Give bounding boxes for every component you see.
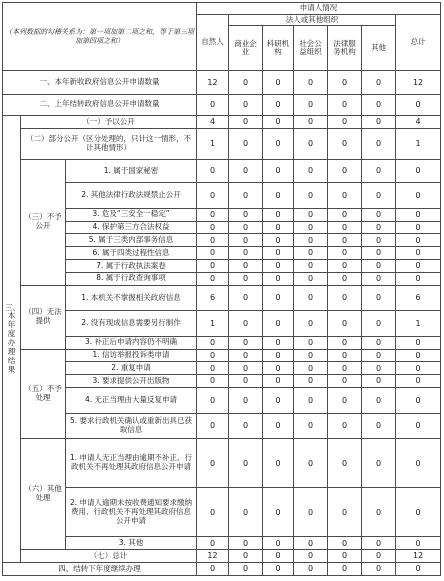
natural-person-header: 自然人 (197, 14, 229, 71)
value-cell: 0 (229, 234, 263, 247)
value-cell: 0 (294, 234, 328, 247)
value-cell: 0 (197, 349, 229, 362)
value-cell: 0 (396, 208, 441, 221)
value-cell: 0 (229, 413, 263, 439)
value-cell: 0 (362, 336, 396, 349)
table-row (3, 221, 441, 234)
legal-service-header: 法律服务机构 (328, 26, 362, 71)
row-label: 2. 申请人逾期未按收费通知要求缴纳费用、行政机关不再处理其政府信息公开申请 (66, 488, 197, 537)
value-cell: 0 (229, 311, 263, 337)
value-cell: 0 (328, 208, 362, 221)
value-cell: 0 (197, 388, 229, 414)
value-cell: 0 (294, 116, 328, 129)
value-cell: 0 (263, 311, 294, 337)
total-header: 总计 (396, 14, 441, 71)
value-cell: 0 (263, 537, 294, 550)
row-label: 6. 属于四类过程性信息 (66, 247, 197, 260)
value-cell: 0 (197, 208, 229, 221)
value-cell: 0 (362, 272, 396, 285)
table-row (3, 488, 441, 537)
table-row (3, 159, 441, 182)
value-cell: 0 (197, 221, 229, 234)
value-cell: 4 (396, 116, 441, 129)
value-cell: 0 (328, 488, 362, 537)
table-row (3, 234, 441, 247)
value-cell: 0 (396, 159, 441, 182)
value-cell: 0 (197, 537, 229, 550)
value-cell: 0 (197, 272, 229, 285)
value-cell: 0 (328, 537, 362, 550)
value-cell: 0 (362, 94, 396, 115)
value-cell: 0 (362, 488, 396, 537)
value-cell: 0 (294, 550, 328, 563)
table-row (3, 550, 441, 563)
value-cell: 0 (229, 128, 263, 159)
value-cell: 0 (294, 413, 328, 439)
value-cell: 0 (263, 285, 294, 311)
value-cell: 0 (197, 562, 229, 575)
value-cell: 0 (362, 439, 396, 488)
value-cell: 0 (328, 375, 362, 388)
value-cell: 0 (328, 94, 362, 115)
row-label: 7. 属于行政执法案卷 (66, 260, 197, 273)
table-row (3, 375, 441, 388)
value-cell: 0 (362, 413, 396, 439)
value-cell: 0 (362, 550, 396, 563)
value-cell: 0 (328, 562, 362, 575)
applicant-situation-header: 申请人情况 (197, 3, 441, 15)
value-cell: 0 (294, 311, 328, 337)
row-label: 5. 属于三类内部事务信息 (66, 234, 197, 247)
value-cell: 0 (294, 562, 328, 575)
value-cell: 0 (328, 336, 362, 349)
value-cell: 0 (396, 362, 441, 375)
value-cell: 1 (396, 128, 441, 159)
value-cell: 1 (197, 311, 229, 337)
value-cell: 0 (294, 285, 328, 311)
value-cell: 0 (362, 128, 396, 159)
group-label: （四）无法提供 (21, 285, 66, 349)
value-cell: 0 (294, 272, 328, 285)
group-label: （三）不予公开 (21, 159, 66, 285)
value-cell: 0 (396, 260, 441, 273)
table-row (3, 388, 441, 414)
table-note: （本列数据的勾稽关系为：第一项加第二项之和，等于第三项加第四项之和） (3, 3, 197, 71)
row-label: 1. 本机关不掌握相关政府信息 (66, 285, 197, 311)
government-info-disclosure-table (2, 2, 441, 576)
value-cell: 0 (229, 488, 263, 537)
row-label: 二、上年结转政府信息公开申请数量 (3, 94, 197, 115)
value-cell: 0 (362, 285, 396, 311)
row-label: 1. 信访举报投诉类申请 (66, 349, 197, 362)
value-cell: 0 (294, 260, 328, 273)
value-cell: 0 (362, 375, 396, 388)
table-row (3, 311, 441, 337)
value-cell: 0 (294, 159, 328, 182)
value-cell: 0 (362, 362, 396, 375)
row-label: 5. 要求行政机关确认或重新出具已获取信息 (66, 413, 197, 439)
value-cell: 0 (229, 537, 263, 550)
value-cell: 4 (197, 116, 229, 129)
row-label: 一、本年新收政府信息公开申请数量 (3, 71, 197, 94)
value-cell: 0 (197, 375, 229, 388)
value-cell: 0 (396, 349, 441, 362)
value-cell: 0 (362, 221, 396, 234)
research-header: 科研机构 (263, 26, 294, 71)
value-cell: 0 (263, 362, 294, 375)
table-row (3, 362, 441, 375)
row-label: 3. 其他 (66, 537, 197, 550)
value-cell: 0 (328, 247, 362, 260)
section-three-label: 三、本年度办理结果 (3, 116, 21, 563)
value-cell: 0 (263, 413, 294, 439)
value-cell: 0 (362, 537, 396, 550)
value-cell: 0 (396, 336, 441, 349)
value-cell: 0 (362, 562, 396, 575)
value-cell: 12 (396, 71, 441, 94)
value-cell: 0 (294, 439, 328, 488)
value-cell: 0 (362, 208, 396, 221)
row-label: 2. 没有现成信息需要另行制作 (66, 311, 197, 337)
value-cell: 0 (396, 388, 441, 414)
value-cell: 0 (362, 260, 396, 273)
value-cell: 0 (294, 336, 328, 349)
value-cell: 0 (263, 550, 294, 563)
value-cell: 0 (197, 260, 229, 273)
value-cell: 0 (229, 183, 263, 209)
value-cell: 0 (328, 550, 362, 563)
value-cell: 0 (396, 375, 441, 388)
value-cell: 0 (229, 550, 263, 563)
value-cell: 0 (197, 183, 229, 209)
table-row (3, 349, 441, 362)
value-cell: 1 (396, 311, 441, 337)
value-cell: 0 (197, 94, 229, 115)
value-cell: 0 (263, 94, 294, 115)
table-row (3, 71, 441, 94)
value-cell: 0 (294, 94, 328, 115)
value-cell: 0 (294, 71, 328, 94)
value-cell: 0 (396, 272, 441, 285)
value-cell: 0 (328, 116, 362, 129)
value-cell: 0 (362, 159, 396, 182)
value-cell: 0 (229, 221, 263, 234)
value-cell: 0 (328, 221, 362, 234)
row-label: 1. 申请人无正当理由逾期不补正、行政机关不再处理其政府信息公开申请 (66, 439, 197, 488)
value-cell: 0 (263, 116, 294, 129)
value-cell: 0 (294, 208, 328, 221)
value-cell: 0 (328, 388, 362, 414)
value-cell: 0 (263, 375, 294, 388)
value-cell: 0 (328, 362, 362, 375)
value-cell: 0 (294, 362, 328, 375)
value-cell: 0 (197, 413, 229, 439)
value-cell: 0 (229, 272, 263, 285)
value-cell: 0 (263, 208, 294, 221)
other-header: 其他 (362, 26, 396, 71)
value-cell: 0 (197, 362, 229, 375)
value-cell: 0 (362, 234, 396, 247)
value-cell: 6 (396, 285, 441, 311)
value-cell: 12 (396, 550, 441, 563)
value-cell: 0 (229, 247, 263, 260)
value-cell: 0 (229, 94, 263, 115)
value-cell: 0 (294, 349, 328, 362)
value-cell: 0 (229, 260, 263, 273)
row-label: 2. 重复申请 (66, 362, 197, 375)
value-cell: 0 (328, 413, 362, 439)
value-cell: 0 (263, 439, 294, 488)
value-cell: 0 (396, 234, 441, 247)
table-row (3, 439, 441, 488)
value-cell: 0 (263, 128, 294, 159)
value-cell: 0 (263, 247, 294, 260)
value-cell: 0 (263, 488, 294, 537)
value-cell: 0 (197, 439, 229, 488)
value-cell: 0 (328, 439, 362, 488)
value-cell: 0 (362, 71, 396, 94)
value-cell: 0 (294, 488, 328, 537)
value-cell: 0 (396, 488, 441, 537)
table-row (3, 183, 441, 209)
row-label: 3. 要求提供公开出版物 (66, 375, 197, 388)
table-row (3, 260, 441, 273)
value-cell: 0 (263, 260, 294, 273)
value-cell: 0 (396, 413, 441, 439)
value-cell: 0 (229, 116, 263, 129)
value-cell: 0 (294, 128, 328, 159)
group-label: （六）其他处理 (21, 439, 66, 550)
value-cell: 0 (328, 234, 362, 247)
value-cell: 0 (229, 336, 263, 349)
row-label: （二）部分公开（区分处理的，只计这一情形，不计其他情形） (21, 128, 197, 159)
value-cell: 0 (328, 183, 362, 209)
row-label: 1. 属于国家秘密 (66, 159, 197, 182)
value-cell: 12 (197, 71, 229, 94)
value-cell: 0 (362, 388, 396, 414)
value-cell: 0 (229, 159, 263, 182)
value-cell: 0 (263, 562, 294, 575)
value-cell: 0 (229, 349, 263, 362)
table-row (3, 247, 441, 260)
table-row (3, 537, 441, 550)
table-row (3, 285, 441, 311)
value-cell: 0 (294, 221, 328, 234)
value-cell: 12 (197, 550, 229, 563)
value-cell: 0 (229, 375, 263, 388)
value-cell: 0 (294, 375, 328, 388)
value-cell: 0 (362, 311, 396, 337)
table-row (3, 116, 441, 129)
value-cell: 0 (396, 537, 441, 550)
row-label: 4. 无正当理由大量反复申请 (66, 388, 197, 414)
value-cell: 0 (294, 183, 328, 209)
value-cell: 0 (294, 388, 328, 414)
value-cell: 0 (396, 562, 441, 575)
value-cell: 0 (396, 439, 441, 488)
value-cell: 0 (328, 272, 362, 285)
value-cell: 0 (362, 116, 396, 129)
table-row (3, 208, 441, 221)
value-cell: 0 (328, 349, 362, 362)
value-cell: 0 (328, 159, 362, 182)
row-label: 8. 属于行政查询事项 (66, 272, 197, 285)
row-label: （一）予以公开 (21, 116, 197, 129)
table-row (3, 562, 441, 575)
value-cell: 0 (328, 260, 362, 273)
value-cell: 6 (197, 285, 229, 311)
value-cell: 0 (229, 388, 263, 414)
table-row (3, 413, 441, 439)
value-cell: 0 (362, 183, 396, 209)
value-cell: 0 (263, 272, 294, 285)
row-label: 4. 保护第三方合法权益 (66, 221, 197, 234)
commercial-header: 商业企业 (229, 26, 263, 71)
value-cell: 0 (263, 336, 294, 349)
value-cell: 0 (396, 94, 441, 115)
table-row (3, 272, 441, 285)
value-cell: 0 (229, 562, 263, 575)
value-cell: 0 (197, 488, 229, 537)
value-cell: 0 (263, 234, 294, 247)
value-cell: 0 (328, 311, 362, 337)
value-cell: 0 (396, 247, 441, 260)
value-cell: 0 (229, 208, 263, 221)
value-cell: 0 (263, 388, 294, 414)
group-label: （五）不予处理 (21, 349, 66, 439)
value-cell: 0 (263, 221, 294, 234)
value-cell: 1 (197, 128, 229, 159)
value-cell: 0 (263, 349, 294, 362)
row-label: 四、结转下年度继续办理 (3, 562, 197, 575)
value-cell: 0 (229, 285, 263, 311)
social-header: 社会公益组织 (294, 26, 328, 71)
value-cell: 0 (396, 221, 441, 234)
row-label: 3. 补正后申请内容仍不明确 (66, 336, 197, 349)
value-cell: 0 (197, 247, 229, 260)
value-cell: 0 (229, 71, 263, 94)
value-cell: 0 (263, 159, 294, 182)
value-cell: 0 (328, 128, 362, 159)
value-cell: 0 (197, 234, 229, 247)
row-label: 3. 危及“三安全一稳定” (66, 208, 197, 221)
value-cell: 0 (229, 362, 263, 375)
table-row (3, 336, 441, 349)
row-label: 2. 其他法律行政法规禁止公开 (66, 183, 197, 209)
value-cell: 0 (197, 336, 229, 349)
value-cell: 0 (362, 349, 396, 362)
value-cell: 0 (263, 71, 294, 94)
table-row (3, 94, 441, 115)
value-cell: 0 (362, 247, 396, 260)
value-cell: 0 (328, 71, 362, 94)
row-label: （七）总计 (21, 550, 197, 563)
table-row (3, 128, 441, 159)
value-cell: 0 (294, 247, 328, 260)
value-cell: 0 (396, 183, 441, 209)
value-cell: 0 (229, 439, 263, 488)
value-cell: 0 (197, 159, 229, 182)
value-cell: 0 (263, 183, 294, 209)
value-cell: 0 (328, 285, 362, 311)
value-cell: 0 (294, 537, 328, 550)
legal-person-group-header: 法人或其他组织 (229, 14, 396, 26)
